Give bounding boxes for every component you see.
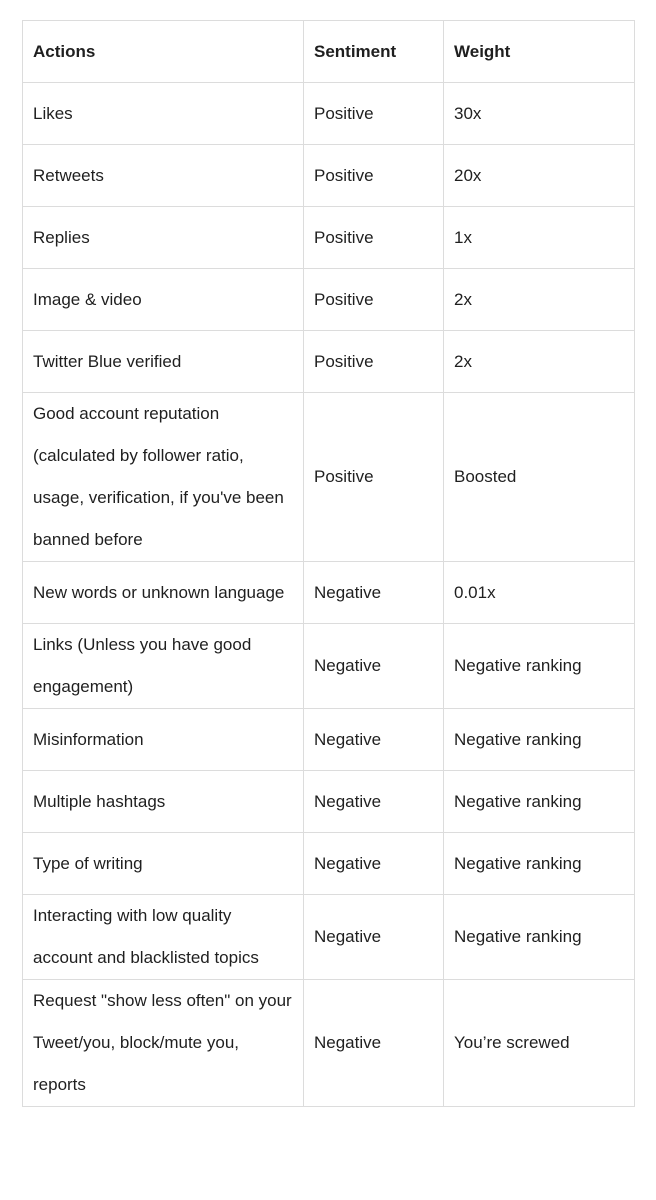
- weight-cell: Negative ranking: [444, 771, 635, 833]
- weight-cell: Negative ranking: [444, 833, 635, 895]
- weight-cell: 0.01x: [444, 562, 635, 624]
- sentiment-cell: Positive: [304, 331, 444, 393]
- table-row: [23, 895, 635, 980]
- table-header-row: [23, 21, 635, 83]
- action-cell: New words or unknown language: [23, 562, 304, 624]
- action-cell: Retweets: [23, 145, 304, 207]
- action-cell: Type of writing: [23, 833, 304, 895]
- sentiment-cell: Negative: [304, 562, 444, 624]
- table-row: [23, 562, 635, 624]
- weight-cell: 2x: [444, 331, 635, 393]
- action-cell: Likes: [23, 83, 304, 145]
- table-row: [23, 771, 635, 833]
- action-cell: Misinformation: [23, 709, 304, 771]
- action-cell: Good account reputation (calculated by follower ratio, usage, verification, if you've been banned before: [23, 393, 304, 562]
- weight-cell: 20x: [444, 145, 635, 207]
- action-cell: Multiple hashtags: [23, 771, 304, 833]
- table-row: [23, 269, 635, 331]
- ranking-factors-table: [22, 20, 635, 1107]
- weight-cell: 1x: [444, 207, 635, 269]
- table-row: [23, 83, 635, 145]
- table-row: [23, 980, 635, 1107]
- table-row: [23, 833, 635, 895]
- header-weight: Weight: [444, 21, 635, 83]
- action-cell: Twitter Blue verified: [23, 331, 304, 393]
- sentiment-cell: Negative: [304, 833, 444, 895]
- sentiment-cell: Positive: [304, 145, 444, 207]
- header-sentiment: Sentiment: [304, 21, 444, 83]
- weight-cell: 2x: [444, 269, 635, 331]
- sentiment-cell: Negative: [304, 980, 444, 1107]
- table-row: [23, 393, 635, 562]
- action-cell: Replies: [23, 207, 304, 269]
- action-cell: Request "show less often" on your Tweet/you, block/mute you, reports: [23, 980, 304, 1107]
- sentiment-cell: Positive: [304, 207, 444, 269]
- sentiment-cell: Positive: [304, 393, 444, 562]
- sentiment-cell: Positive: [304, 269, 444, 331]
- weight-cell: 30x: [444, 83, 635, 145]
- weight-cell: Negative ranking: [444, 624, 635, 709]
- action-cell: Interacting with low quality account and blacklisted topics: [23, 895, 304, 980]
- weight-cell: Boosted: [444, 393, 635, 562]
- table-row: [23, 331, 635, 393]
- action-cell: Links (Unless you have good engagement): [23, 624, 304, 709]
- weight-cell: You’re screwed: [444, 980, 635, 1107]
- table-row: [23, 207, 635, 269]
- table-row: [23, 624, 635, 709]
- sentiment-cell: Negative: [304, 895, 444, 980]
- table-row: [23, 709, 635, 771]
- table-row: [23, 145, 635, 207]
- sentiment-cell: Negative: [304, 771, 444, 833]
- action-cell: Image & video: [23, 269, 304, 331]
- sentiment-cell: Positive: [304, 83, 444, 145]
- header-actions: Actions: [23, 21, 304, 83]
- sentiment-cell: Negative: [304, 709, 444, 771]
- sentiment-cell: Negative: [304, 624, 444, 709]
- weight-cell: Negative ranking: [444, 709, 635, 771]
- weight-cell: Negative ranking: [444, 895, 635, 980]
